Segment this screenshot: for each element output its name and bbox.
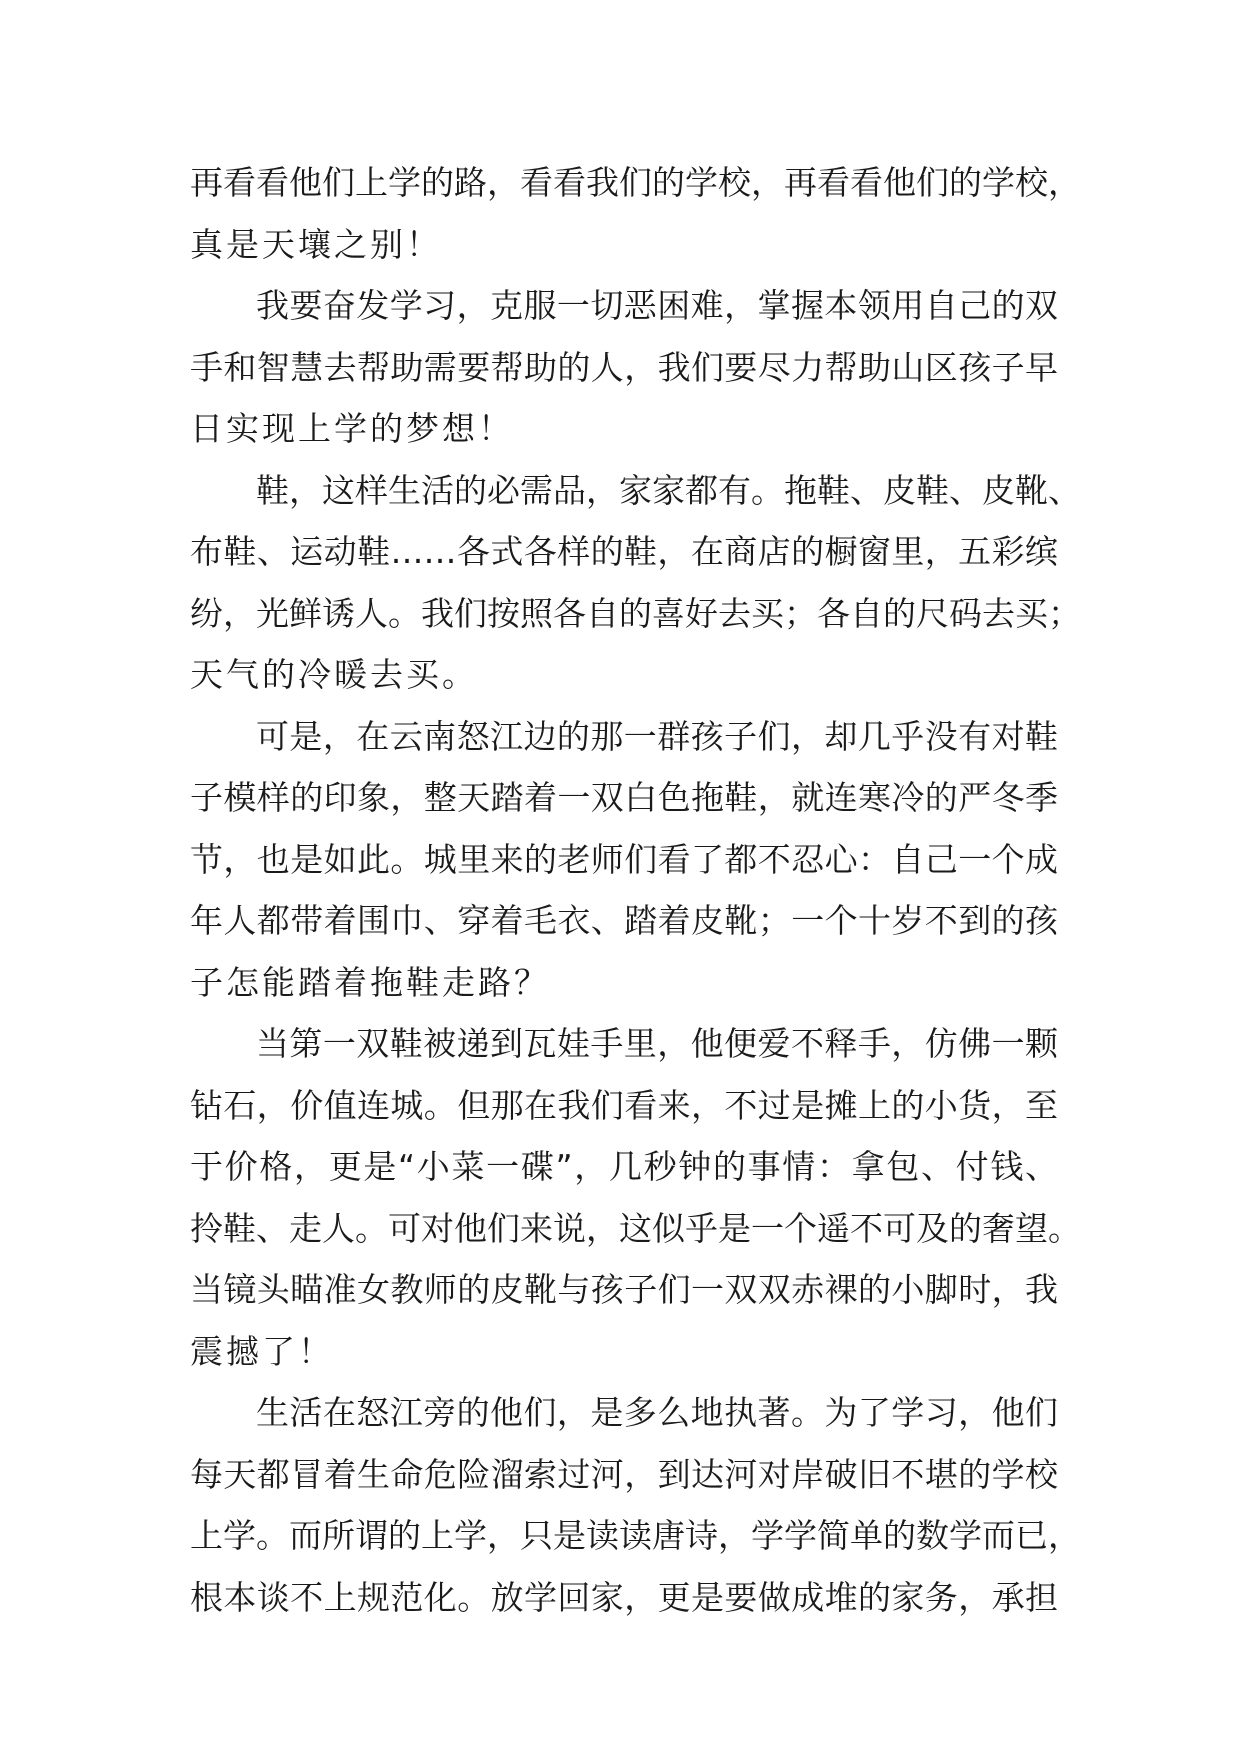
text-line: 钻石，价值连城。但那在我们看来，不过是摊上的小货，至 bbox=[190, 1085, 1058, 1125]
text-line: 根本谈不上规范化。放学回家，更是要做成堆的家务，承担 bbox=[190, 1577, 1058, 1617]
text-line: 年人都带着围巾、穿着毛衣、踏着皮靴；一个十岁不到的孩 bbox=[190, 901, 1058, 940]
text-line: 纷，光鲜诱人。我们按照各自的喜好去买；各自的尺码去买； bbox=[190, 593, 1081, 633]
text-line: 真是天壤之别！ bbox=[190, 224, 442, 264]
text-line: 拎鞋、走人。可对他们来说，这似乎是一个遥不可及的奢望。 bbox=[190, 1208, 1081, 1248]
text-line: 布鞋、运动鞋……各式各样的鞋，在商店的橱窗里，五彩缤 bbox=[190, 532, 1058, 571]
text-line: 上学。而所谓的上学，只是读读唐诗，学学简单的数学而已， bbox=[190, 1516, 1081, 1555]
text-line: 当第一双鞋被递到瓦娃手里，他便爱不释手，仿佛一颗 bbox=[256, 1024, 1058, 1063]
text-line: 震撼了！ bbox=[190, 1331, 334, 1371]
text-line: 子怎能踏着拖鞋走路？ bbox=[190, 962, 550, 1002]
text-line: 手和智慧去帮助需要帮助的人，我们要尽力帮助山区孩子早 bbox=[190, 347, 1058, 387]
text-line: 当镜头瞄准女教师的皮靴与孩子们一双双赤裸的小脚时，我 bbox=[190, 1270, 1058, 1309]
text-line: 于价格，更是“小菜一碟”，几秒钟的事情：拿包、付钱、 bbox=[190, 1147, 1058, 1186]
text-line: 天气的冷暖去买。 bbox=[190, 655, 478, 694]
text-line: 我要奋发学习，克服一切恶困难，掌握本领用自己的双 bbox=[256, 286, 1058, 325]
text-line: 再看看他们上学的路，看看我们的学校，再看看他们的学校， bbox=[190, 163, 1081, 202]
text-line: 节，也是如此。城里来的老师们看了都不忍心：自己一个成 bbox=[190, 839, 1058, 879]
text-line: 子模样的印象，整天踏着一双白色拖鞋，就连寒冷的严冬季 bbox=[190, 778, 1058, 817]
text-line: 可是，在云南怒江边的那一群孩子们，却几乎没有对鞋 bbox=[256, 716, 1058, 756]
body-text bbox=[190, 152, 1081, 1628]
text-line: 鞋，这样生活的必需品，家家都有。拖鞋、皮鞋、皮靴、 bbox=[256, 470, 1081, 510]
text-line: 每天都冒着生命危险溜索过河，到达河对岸破旧不堪的学校 bbox=[190, 1454, 1058, 1494]
text-line: 日实现上学的梦想！ bbox=[190, 409, 514, 448]
text-line: 生活在怒江旁的他们，是多么地执著。为了学习，他们 bbox=[256, 1393, 1058, 1432]
